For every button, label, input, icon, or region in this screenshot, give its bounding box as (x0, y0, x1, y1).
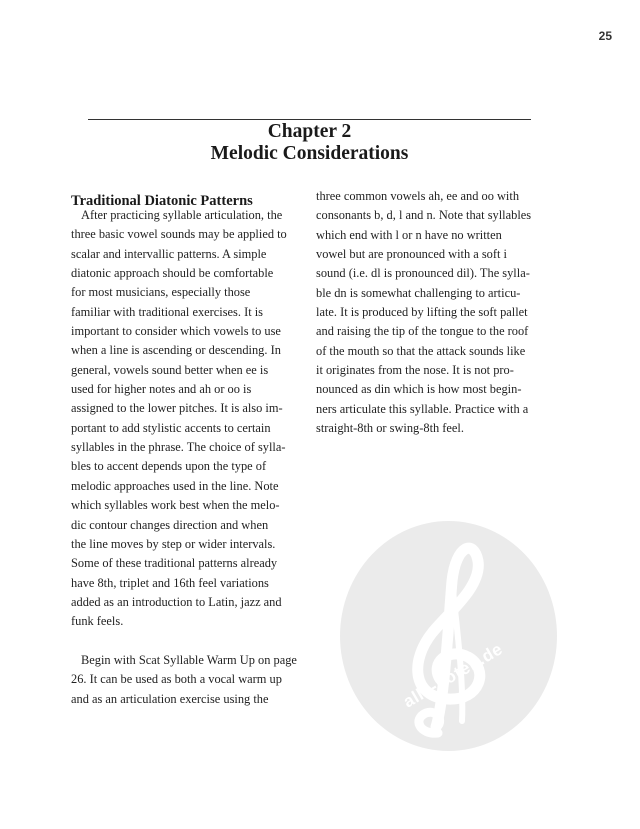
text-line: which syllables work best when the melo- (71, 498, 280, 513)
watermark (340, 521, 557, 751)
text-line: familiar with traditional exercises. It is (71, 304, 263, 319)
text-line: for most musicians, especially those (71, 285, 251, 300)
text-line: After practicing syllable articulation, the (81, 208, 283, 222)
text-line: dic contour changes direction and when (71, 517, 269, 532)
text-line: Begin with Scat Syllable Warm Up on page (81, 652, 297, 667)
text-line: ners articulate this syllable. Practice with a (316, 401, 529, 416)
section-heading: Traditional Diatonic Patterns (71, 193, 253, 209)
text-line: it originates from the nose. It is not pro- (316, 363, 514, 378)
page-number: 25 (598, 29, 612, 43)
text-line: the line moves by step or wider intervals. (71, 536, 276, 551)
text-line: 26. It can be used as both a vocal warm up (71, 672, 282, 687)
chapter-title: Melodic Considerations (210, 143, 409, 164)
text-line: scalar and intervallic patterns. A simple (71, 246, 267, 261)
text-line: portant to add stylistic accents to certain (71, 420, 271, 435)
text-line: late. It is produced by lifting the soft pallet (316, 305, 528, 320)
text-line: three basic vowel sounds may be applied to (71, 227, 287, 242)
text-line: important to consider which vowels to use (71, 324, 281, 339)
text-line: when a line is ascending or descending. In (71, 343, 281, 358)
chapter-number: Chapter 2 (267, 121, 352, 142)
text-line: funk feels. (71, 614, 124, 629)
chapter-rule (88, 119, 531, 120)
watermark-text: alle-noten.de (400, 639, 506, 712)
chapter-heading (88, 121, 531, 165)
text-line: melodic approaches used in the line. Note (71, 478, 279, 493)
text-line: assigned to the lower pitches. It is also im- (71, 401, 283, 416)
left-column (71, 206, 303, 709)
text-line: Some of these traditional patterns already (71, 556, 278, 571)
text-line: syllables in the phrase. The choice of sylla- (71, 440, 286, 455)
text-line: diatonic approach should be comfortable (71, 266, 274, 281)
text-line: general, vowels sound better when ee is (71, 362, 269, 377)
text-line: consonants b, d, l and n. Note that syllables (316, 208, 532, 223)
text-line: vowel but are pronounced with a soft i (316, 247, 507, 262)
text-line: of the mouth so that the attack sounds like (316, 343, 526, 358)
text-line: three common vowels ah, ee and oo with (316, 189, 520, 203)
text-line: ble dn is somewhat challenging to articu- (316, 285, 521, 300)
text-line: nounced as din which is how most begin- (316, 382, 522, 397)
text-line: and raising the tip of the tongue to the roof (316, 324, 529, 339)
text-line: added as an introduction to Latin, jazz and (71, 594, 282, 609)
text-line: which end with l or n have no written (316, 227, 502, 242)
text-line: have 8th, triplet and 16th feel variations (71, 575, 269, 590)
text-line: and as an articulation exercise using the (71, 691, 269, 706)
text-line: straight-8th or swing-8th feel. (316, 421, 464, 436)
text-line: bles to accent depends upon the type of (71, 459, 267, 474)
text-line: sound (i.e. dl is pronounced dil). The sylla- (316, 266, 530, 281)
paragraph-gap (71, 632, 303, 651)
right-column (316, 187, 548, 438)
text-line: used for higher notes and ah or oo is (71, 382, 252, 397)
